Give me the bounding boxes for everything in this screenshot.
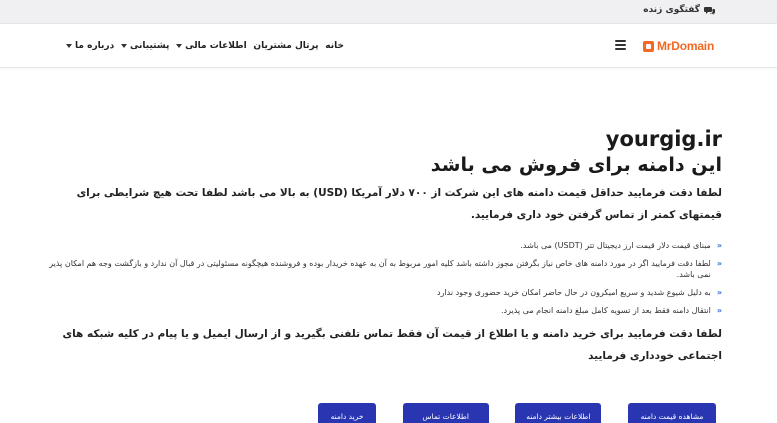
- list-item-text: به دلیل شیوع شدید و سریع امیکرون در حال حاضر امکان خرید حضوری وجود ندارد: [436, 288, 711, 297]
- chevron-down-icon: [121, 44, 127, 48]
- nav-item-label: خانه: [325, 41, 344, 51]
- double-chevron-icon: «: [716, 306, 722, 315]
- for-sale-title: این دامنه برای فروش می باشد: [430, 154, 722, 176]
- double-chevron-icon: «: [716, 241, 722, 250]
- list-item: [40, 287, 722, 298]
- list-item: [40, 305, 722, 316]
- nav-item-label: پرتال مشتریان: [253, 41, 319, 51]
- list-item-text: لطفا دقت فرمایید اگر در مورد دامنه های خاص نیاز بگرفتن مجوز داشته باشد کلیه امور مربوط به آن به عهده خریدار بوده و فروشنده هیچگونه مسئولیتی در قبال آن ندارد و بازگشت وجه هم امکان پذیر نمی باشد.: [49, 259, 711, 279]
- logo-mark-icon: [643, 41, 654, 52]
- list-item-text: انتقال دامنه فقط بعد از تسویه کامل مبلغ دامنه انجام می پذیرد.: [500, 306, 711, 315]
- double-chevron-icon: «: [716, 288, 722, 297]
- hamburger-icon[interactable]: [615, 40, 626, 50]
- nav-item-about[interactable]: [66, 41, 114, 51]
- list-item-text: مبنای قیمت دلار قیمت ارز دیجیتال تتر (USDT) می باشد.: [520, 241, 711, 250]
- live-chat-link[interactable]: [643, 5, 715, 15]
- nav-item-customer-portal[interactable]: [253, 41, 318, 51]
- double-chevron-icon: «: [716, 259, 722, 268]
- nav-menu: [66, 41, 344, 51]
- nav-item-home[interactable]: [325, 41, 344, 51]
- main-content: [40, 126, 722, 367]
- terms-list: [40, 240, 722, 316]
- list-item: [40, 258, 722, 280]
- live-chat-label: گفتگوی زنده: [643, 5, 700, 15]
- main-navbar: [0, 24, 777, 68]
- more-info-button[interactable]: اطلاعات بیشتر دامنه: [515, 403, 601, 423]
- chevron-down-icon: [176, 44, 182, 48]
- chevron-down-icon: [66, 44, 72, 48]
- contact-notice: لطفا دقت فرمایید برای خرید دامنه و یا اطلاع از قیمت آن فقط تماس تلفنی بگیرید و از ارسال ایمیل و یا پیام در کلیه شبکه های اجتماعی خودداری فرمایید: [62, 328, 722, 362]
- view-price-button[interactable]: مشاهده قیمت دامنه: [628, 403, 716, 423]
- list-item: [40, 240, 722, 251]
- buy-domain-button[interactable]: خرید دامنه: [318, 403, 376, 423]
- action-buttons: [318, 403, 716, 423]
- mrdomain-logo[interactable]: [643, 39, 714, 53]
- price-notice: لطفا دقت فرمایید حداقل قیمت دامنه های این شرکت از ۷۰۰ دلار آمریکا (USD) به بالا می باشد لطفا تحت هیچ شرایطی برای قیمتهای کمتر از تماس گرفتن خود داری فرمایید.: [76, 187, 722, 221]
- top-bar: [0, 0, 777, 24]
- logo-text: MrDomain: [657, 39, 715, 53]
- chat-bubbles-icon: [704, 6, 715, 15]
- contact-info-button[interactable]: اطلاعات تماس: [403, 403, 489, 423]
- nav-item-support[interactable]: [121, 41, 169, 51]
- nav-item-label: درباره ما: [75, 41, 115, 51]
- nav-item-label: اطلاعات مالی: [185, 41, 247, 51]
- domain-name-heading: yourgig.ir: [605, 127, 722, 151]
- nav-item-financial-info[interactable]: [176, 41, 247, 51]
- nav-item-label: پشتیبانی: [129, 41, 170, 51]
